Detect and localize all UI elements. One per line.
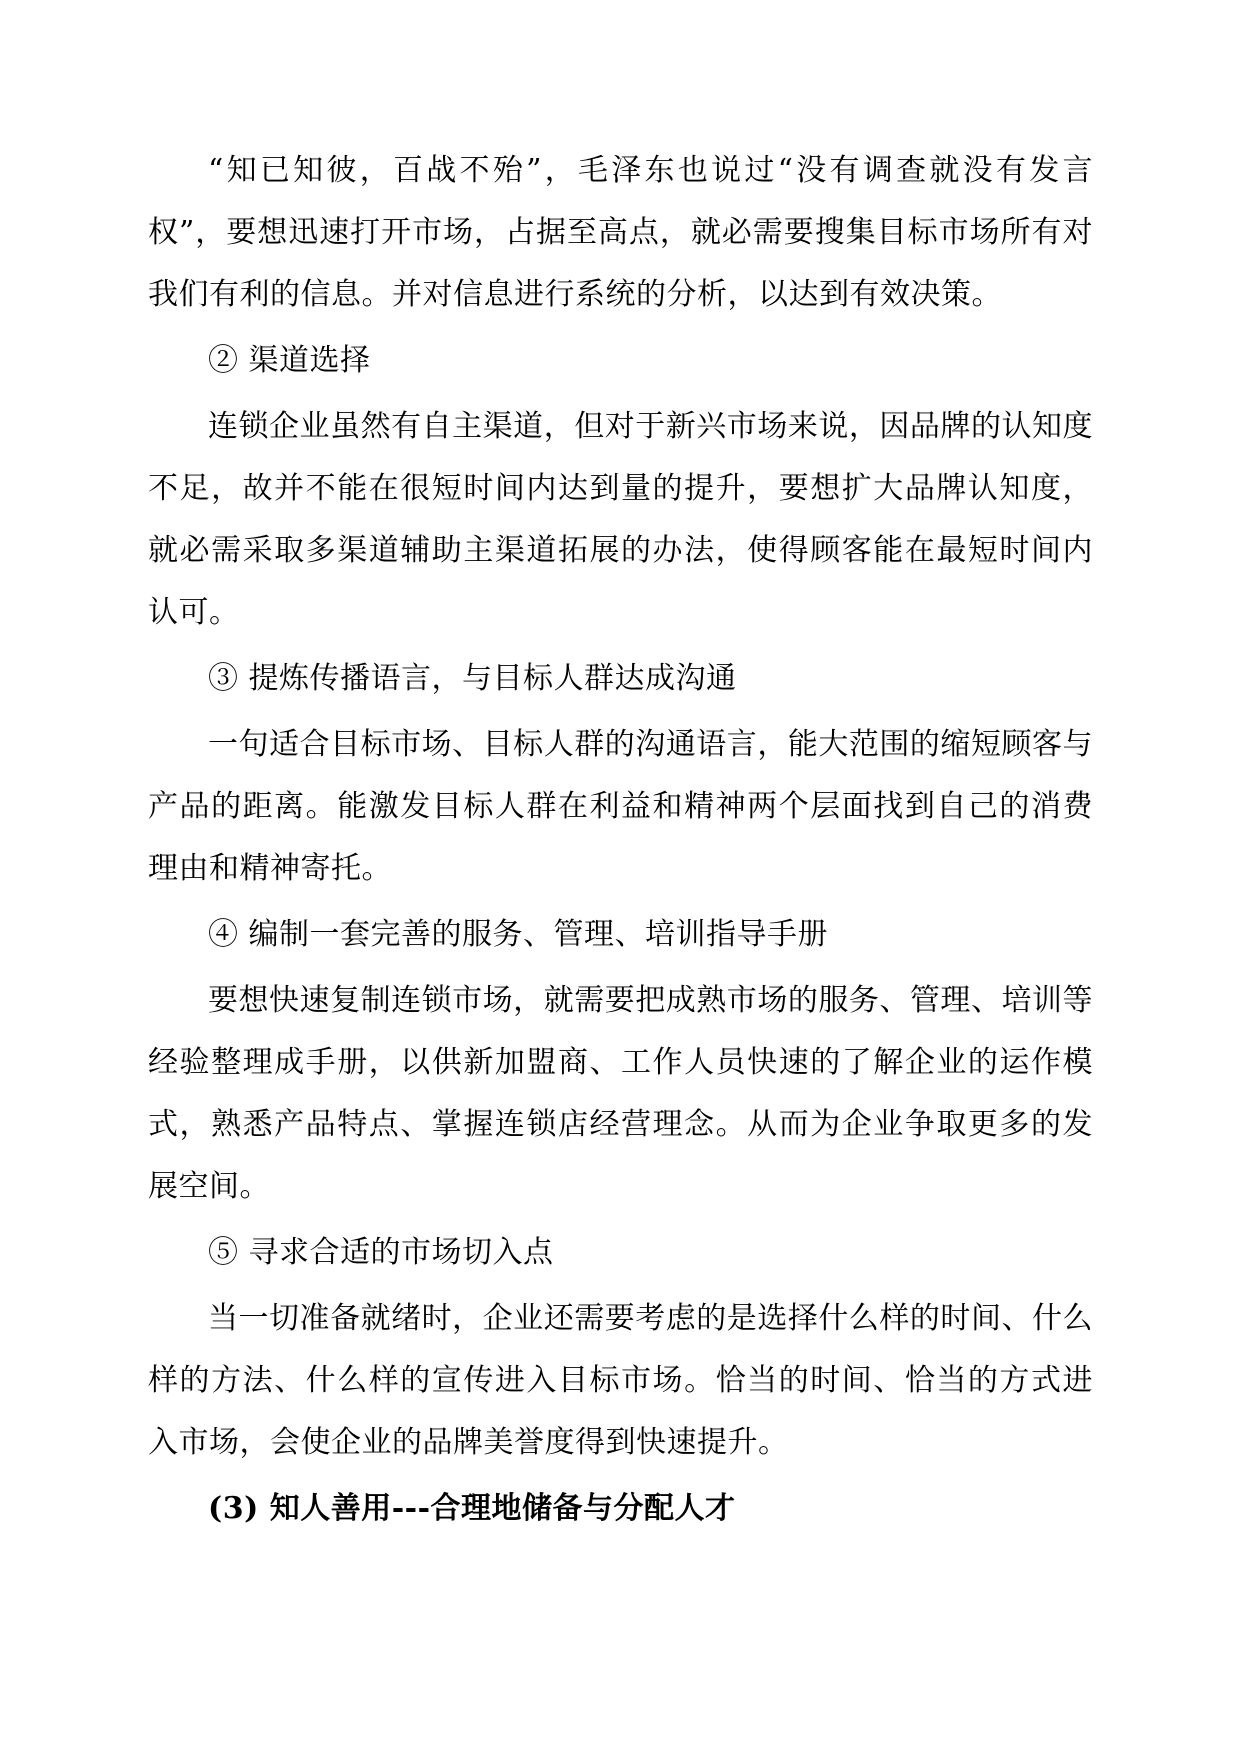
heading-section-3: (3) 知人善用---合理地储备与分配人才 — [208, 1491, 736, 1526]
list-item-3: ③ 提炼传播语言，与目标人群达成沟通 — [208, 661, 737, 696]
paragraph-intro: “知已知彼，百战不殆”，毛泽东也说过“没有调查就没有发言权”，要想迅速打开市场，占据至高点，就必需要搜集目标市场所有对我们有利的信息。并对信息进行系统的分析，以达到有效决策。 — [148, 153, 1093, 312]
list-item-5: ⑤ 寻求合适的市场切入点 — [208, 1235, 554, 1270]
document-body — [148, 140, 1093, 1540]
list-item-4: ④ 编制一套完善的服务、管理、培训指导手册 — [208, 917, 829, 952]
paragraph-entry: 当一切准备就绪时，企业还需要考虑的是选择什么样的时间、什么样的方法、什么样的宣传进入目标市场。恰当的时间、恰当的方式进入市场，会使企业的品牌美誉度得到快速提升。 — [148, 1301, 1093, 1460]
paragraph-manual: 要想快速复制连锁市场，就需要把成熟市场的服务、管理、培训等经验整理成手册，以供新加盟商、工作人员快速的了解企业的运作模式，熟悉产品特点、掌握连锁店经营理念。从而为企业争取更多的发展空间。 — [148, 983, 1093, 1204]
paragraph-language: 一句适合目标市场、目标人群的沟通语言，能大范围的缩短顾客与产品的距离。能激发目标人群在利益和精神两个层面找到自己的消费理由和精神寄托。 — [148, 727, 1093, 886]
paragraph-channel: 连锁企业虽然有自主渠道，但对于新兴市场来说，因品牌的认知度不足，故并不能在很短时间内达到量的提升，要想扩大品牌认知度，就必需采取多渠道辅助主渠道拓展的办法，使得顾客能在最短时间内认可。 — [148, 409, 1093, 630]
list-item-2: ② 渠道选择 — [208, 343, 371, 378]
